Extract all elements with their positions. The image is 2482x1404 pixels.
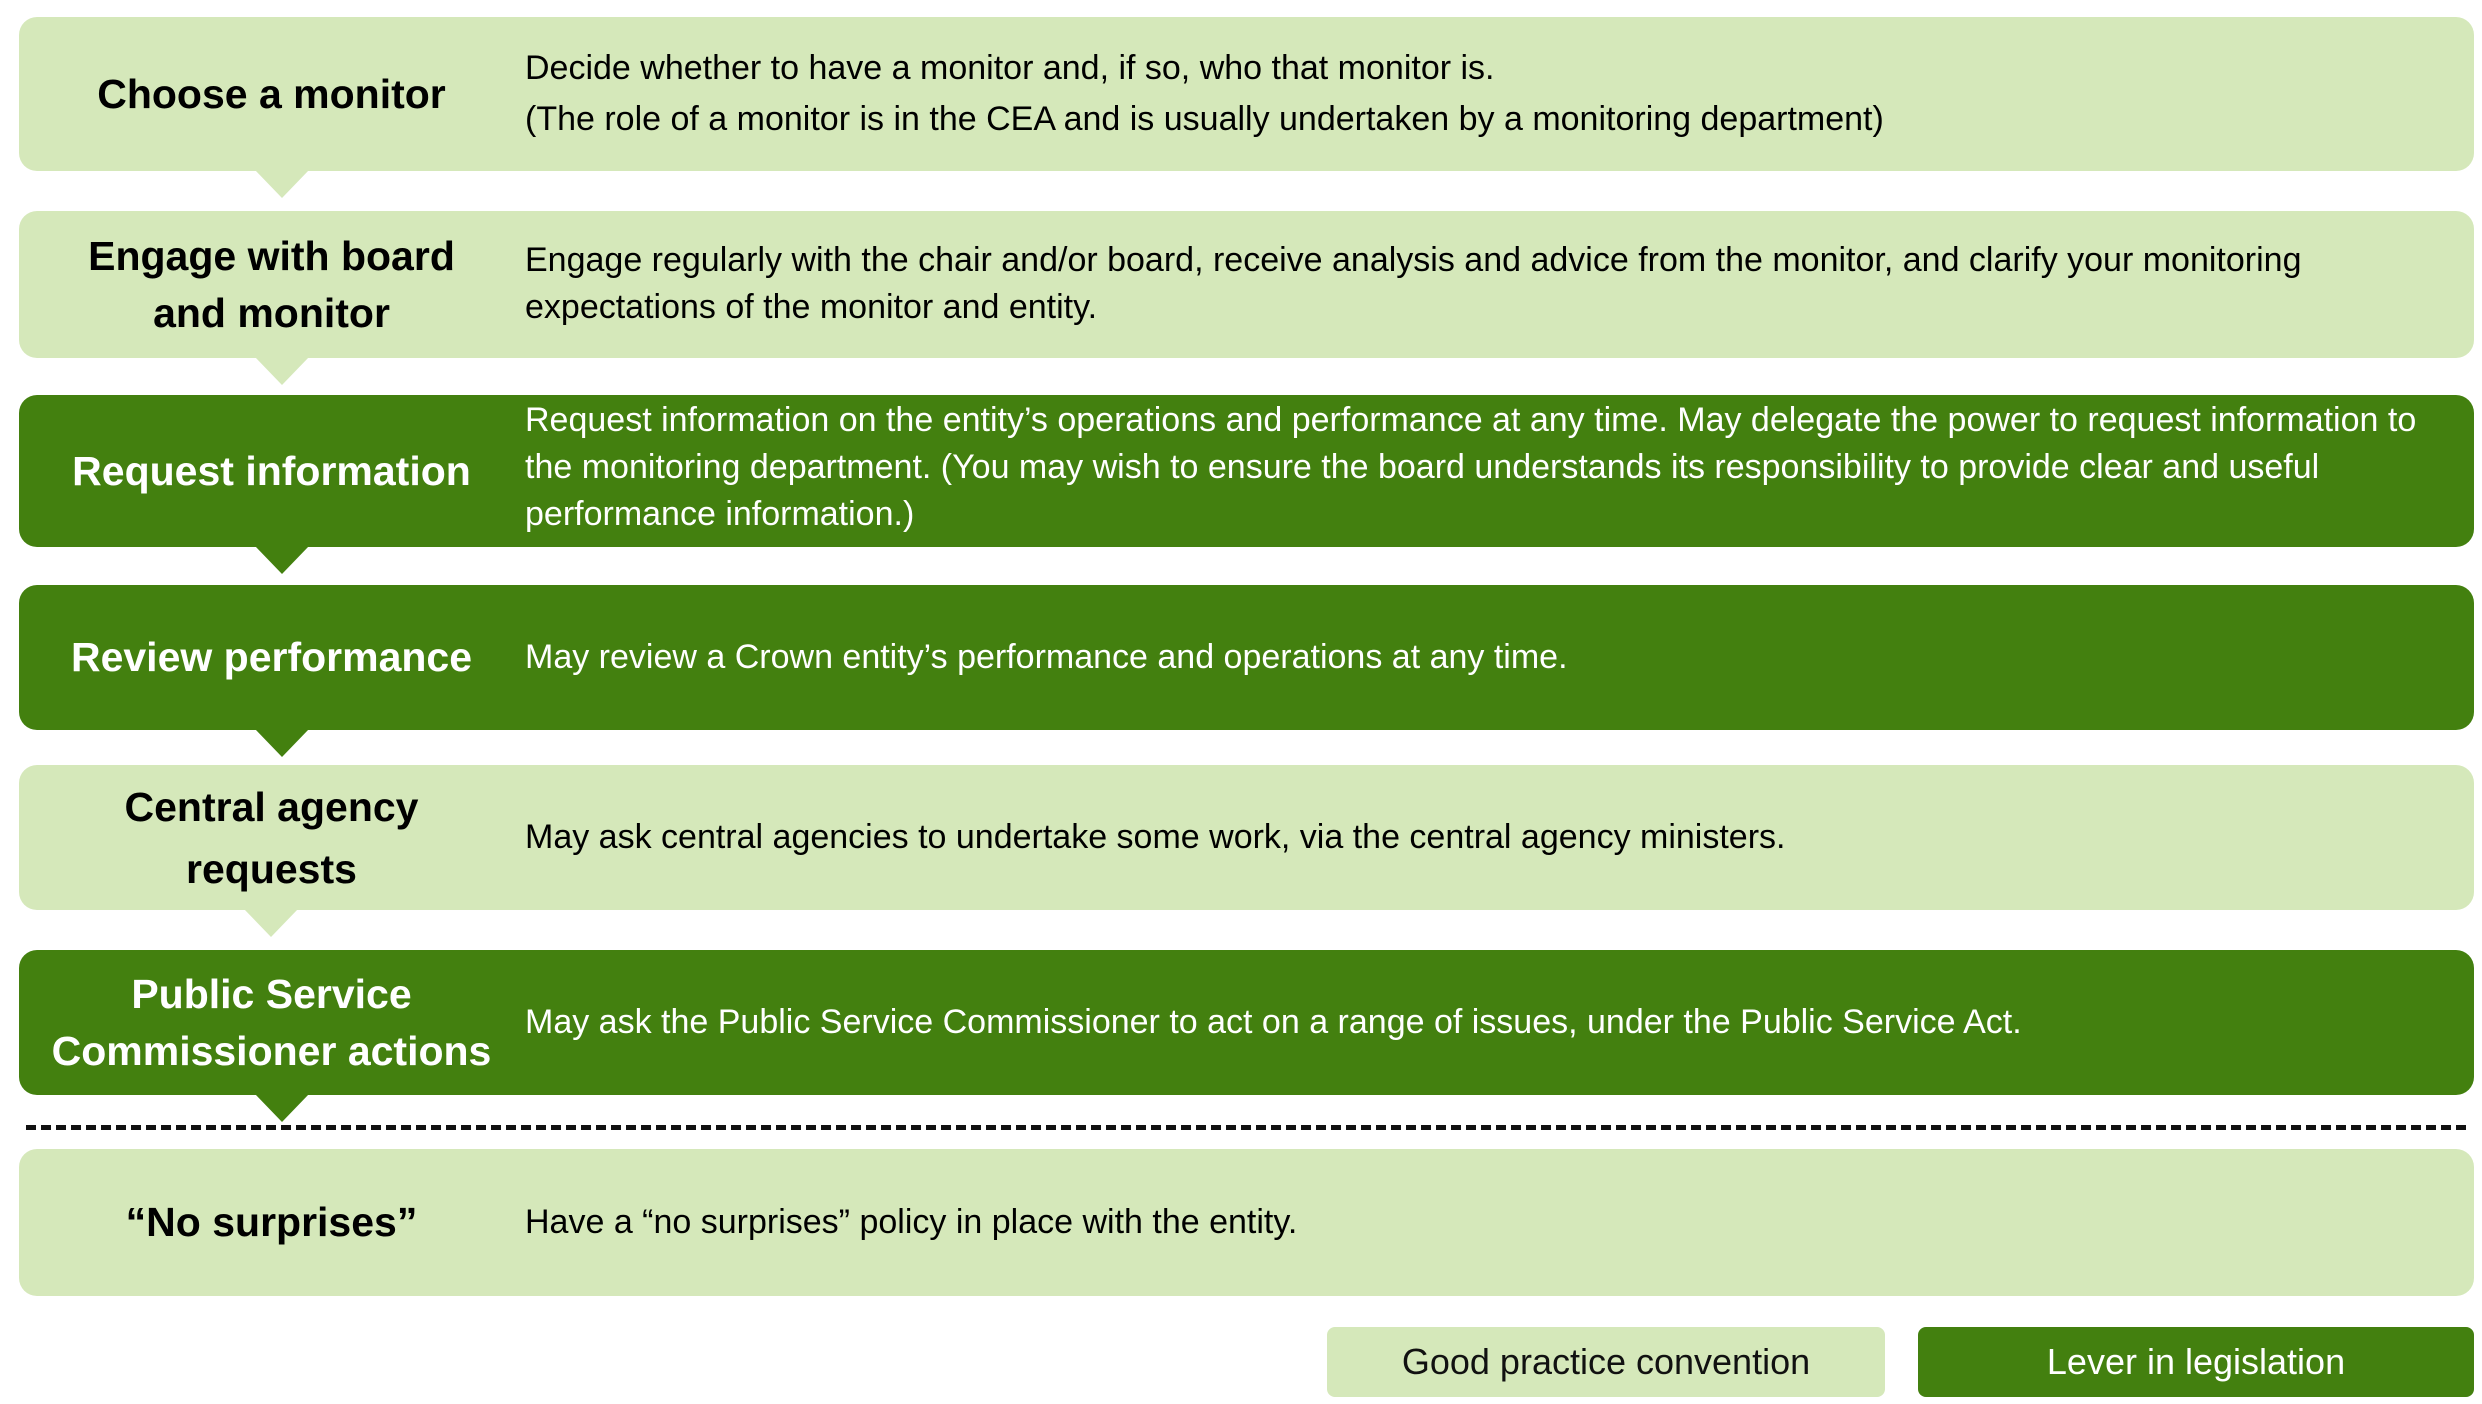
step-review-performance — [19, 585, 2474, 730]
flow-arrow — [244, 909, 298, 937]
step-engage-board-monitor — [19, 211, 2474, 358]
step-description-line: May review a Crown entity’s performance and operations at any time. — [525, 638, 1568, 676]
step-title: Central agency requests — [124, 783, 419, 892]
step-description-line: Decide whether to have a monitor and, if so, who that monitor is. — [525, 49, 1495, 87]
step-request-information — [19, 395, 2474, 547]
flow-arrow — [255, 546, 309, 574]
step-description-line: May ask central agencies to undertake some work, via the central agency ministers. — [525, 818, 1786, 856]
step-central-agency-requests — [19, 765, 2474, 910]
step-no-surprises — [19, 1149, 2474, 1296]
flow-arrow — [255, 729, 309, 757]
step-title: Review performance — [70, 634, 473, 680]
divider-dashed — [26, 1125, 2466, 1130]
step-title: Engage with board and monitor — [88, 232, 455, 336]
flow-arrow — [255, 357, 309, 385]
step-title: Public Service Commissioner actions — [51, 970, 492, 1074]
step-description — [525, 1199, 2434, 1246]
step-description — [525, 43, 2434, 145]
step-description — [525, 397, 2434, 538]
legend-legislation: Lever in legislation — [1918, 1327, 2474, 1397]
step-description — [525, 634, 2434, 681]
step-description — [525, 814, 2434, 861]
legend-good-practice: Good practice convention — [1327, 1327, 1885, 1397]
step-title: Choose a monitor — [97, 70, 446, 117]
flow-arrow — [255, 170, 309, 198]
step-description-line: Engage regularly with the chair and/or board, receive analysis and advice from the monitor, and clarify your monitoring expectations of the monitor and entity. — [525, 241, 2302, 326]
step-title: “No surprises” — [125, 1199, 418, 1245]
step-public-service-commissioner-actions — [19, 950, 2474, 1095]
step-description-line: Request information on the entity’s operations and performance at any time. May delegate the power to request information to the monitoring department. (You may wish to ensure the board understands its responsibility to provide clear and useful performance information.) — [525, 401, 2417, 533]
step-title: Request information — [72, 447, 471, 494]
step-description — [525, 999, 2434, 1046]
step-description-line: May ask the Public Service Commissioner to act on a range of issues, under the Public Service Act. — [525, 1003, 2022, 1041]
step-description — [525, 237, 2434, 331]
flow-arrow — [255, 1094, 309, 1122]
step-description-line: (The role of a monitor is in the CEA and is usually undertaken by a monitoring department) — [525, 100, 1884, 138]
step-description-line: Have a “no surprises” policy in place with the entity. — [525, 1203, 1298, 1241]
step-choose-monitor — [19, 17, 2474, 171]
